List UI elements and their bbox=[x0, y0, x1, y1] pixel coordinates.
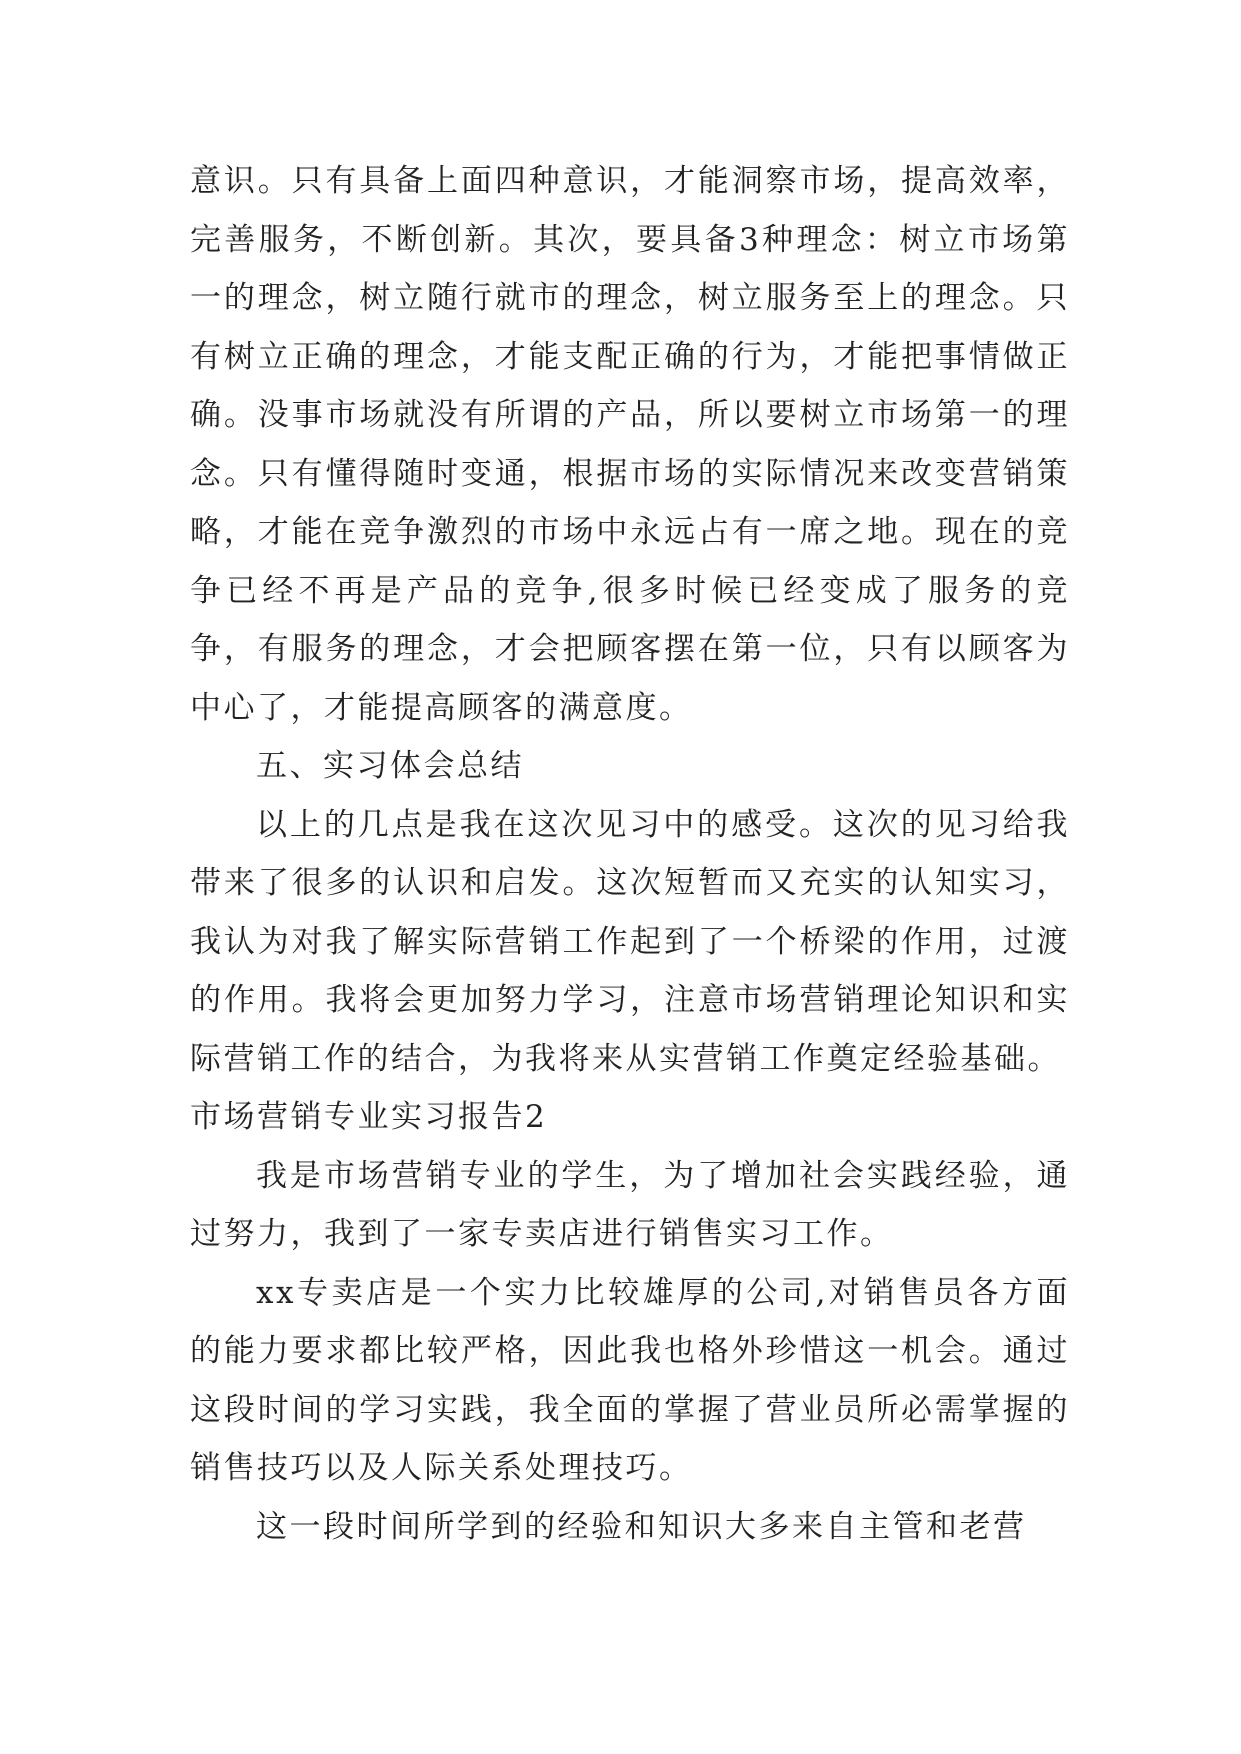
report-title-2: 市场营销专业实习报告2 bbox=[190, 1099, 548, 1135]
paragraph-experience: 这一段时间所学到的经验和知识大多来自主管和老营 bbox=[256, 1508, 1027, 1545]
section-heading-summary: 五、实习体会总结 bbox=[256, 748, 524, 784]
paragraph-intro: 我是市场营销专业的学生，为了增加社会实践经验，通过努力，我到了一家专卖店进行销售实习工作。 bbox=[190, 1157, 1070, 1252]
document-body bbox=[190, 152, 1070, 1556]
paragraph-continuation: 意识。只有具备上面四种意识，才能洞察市场，提高效率，完善服务，不断创新。其次，要具备3种理念：树立市场第一的理念，树立随行就市的理念，树立服务至上的理念。只有树立正确的理念，才能支配正确的行为，才能把事情做正确。没事市场就没有所谓的产品，所以要树立市场第一的理念。只有懂得随时变通，根据市场的实际情况来改变营销策略，才能在竞争激烈的市场中永远占有一席之地。现在的竞争已经不再是产品的竞争,很多时候已经变成了服务的竞争，有服务的理念，才会把顾客摆在第一位，只有以顾客为中心了，才能提高顾客的满意度。 bbox=[190, 163, 1070, 726]
paragraph-summary: 以上的几点是我在这次见习中的感受。这次的见习给我带来了很多的认识和启发。这次短暂而又充实的认知实习，我认为对我了解实际营销工作起到了一个桥梁的作用，过渡的作用。我将会更加努力学习，注意市场营销理论知识和实际营销工作的结合，为我将来从实营销工作奠定经验基础。 bbox=[190, 806, 1070, 1077]
paragraph-store: xx专卖店是一个实力比较雄厚的公司,对销售员各方面的能力要求都比较严格，因此我也格外珍惜这一机会。通过这段时间的学习实践，我全面的掌握了营业员所必需掌握的销售技巧以及人际关系处理技巧。 bbox=[190, 1274, 1070, 1486]
